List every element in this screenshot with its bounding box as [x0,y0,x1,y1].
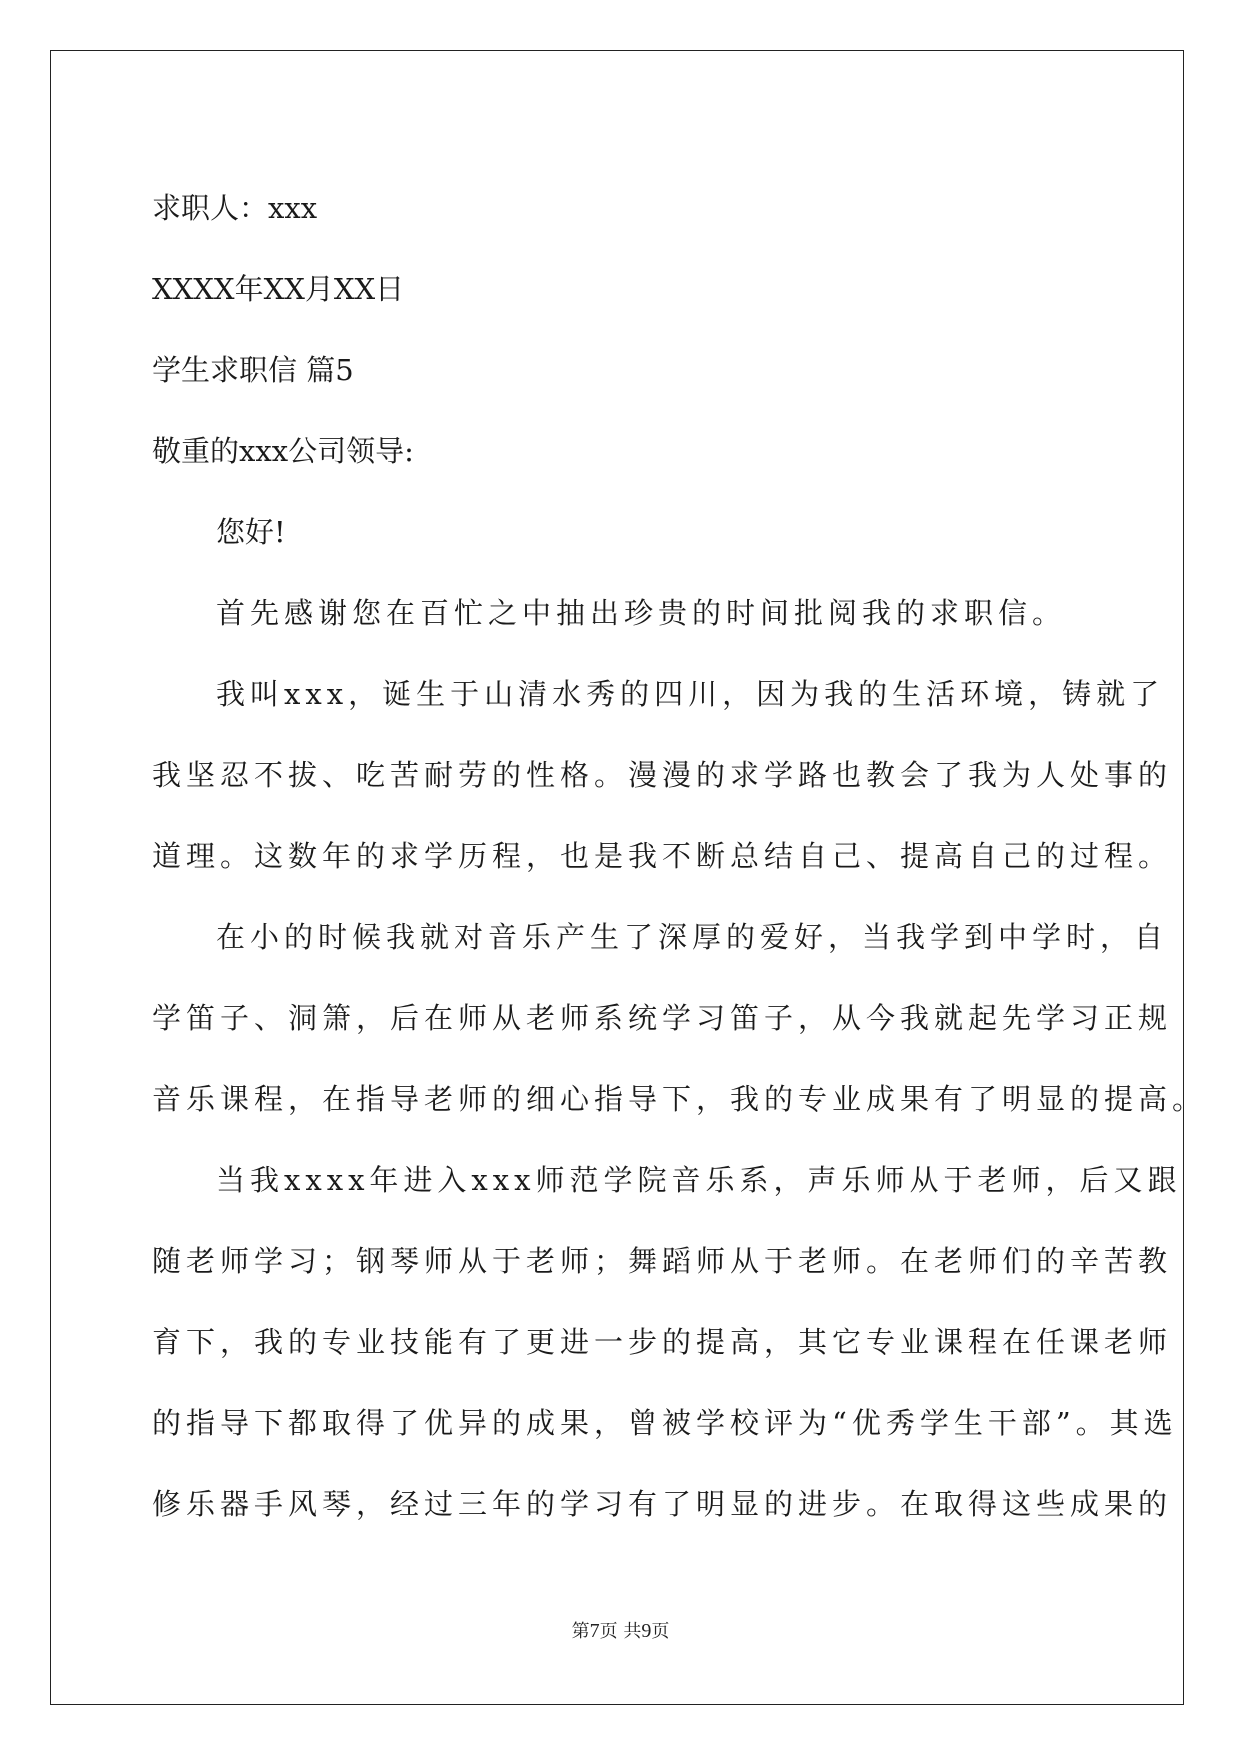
paragraph-2-line-1: 我叫xxx，诞生于山清水秀的四川，因为我的生活环境，铸就了 [216,677,1165,711]
paragraph-4-line-2: 随老师学习；钢琴师从于老师；舞蹈师从于老师。在老师们的辛苦教 [152,1244,1173,1278]
paragraph-4-line-1: 当我xxxx年进入xxx师范学院音乐系，声乐师从于老师，后又跟 [216,1163,1182,1197]
page-suffix: 页 [651,1621,670,1642]
paragraph-3-line-2: 学笛子、洞箫，后在师从老师系统学习笛子，从今我就起先学习正规 [152,1001,1173,1035]
page-total: 9 [641,1620,652,1642]
paragraph-2-line-2: 我坚忍不拔、吃苦耐劳的性格。漫漫的求学路也教会了我为人处事的 [152,758,1173,792]
document-body [152,168,1207,1545]
applicant-line: 求职人：xxx [152,191,318,225]
paragraph-1-line-1: 首先感谢您在百忙之中抽出珍贵的时间批阅我的求职信。 [216,596,1067,630]
paragraph-4-line-3: 育下，我的专业技能有了更进一步的提高，其它专业课程在任课老师 [152,1325,1173,1359]
paragraph-4-line-4: 的指导下都取得了优异的成果，曾被学校评为“优秀学生干部”。其选 [152,1406,1178,1440]
paragraph-3-line-1: 在小的时候我就对音乐产生了深厚的爱好，当我学到中学时，自 [216,920,1169,954]
date-line: XXXX年XX月XX日 [152,272,405,306]
greeting: 您好! [216,515,286,549]
paragraph-2-line-3: 道理。这数年的求学历程，也是我不断总结自己、提高自己的过程。 [152,839,1173,873]
section-title: 学生求职信 篇5 [152,353,354,387]
page-mid: 页 共 [599,1621,642,1642]
paragraph-4-line-5: 修乐器手风琴，经过三年的学习有了明显的进步。在取得这些成果的 [152,1487,1173,1521]
paragraph-3-line-3: 音乐课程，在指导老师的细心指导下，我的专业成果有了明显的提高。 [152,1082,1207,1116]
salutation: 敬重的xxx公司领导: [152,434,414,468]
page-prefix: 第 [571,1621,590,1642]
page-number-footer [0,1617,1241,1643]
page-current: 7 [589,1620,600,1642]
